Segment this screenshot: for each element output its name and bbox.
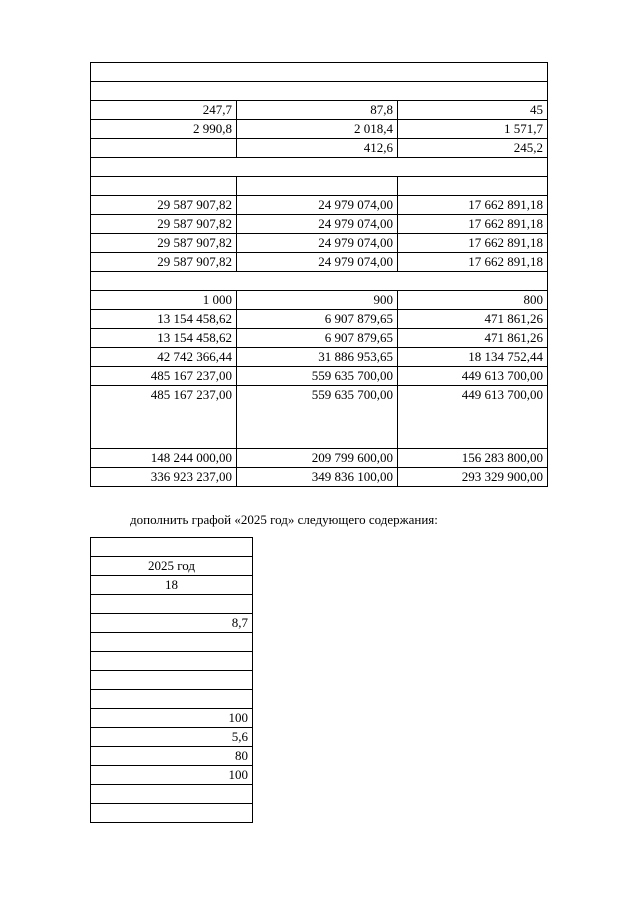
table-row [91, 139, 548, 158]
table-row [91, 329, 548, 348]
indicators-table [90, 62, 548, 487]
table-cell: 24 979 074,00 [237, 215, 398, 234]
table-cell: 5,6 [91, 728, 253, 747]
table-cell: 6 907 879,65 [237, 310, 398, 329]
table-cell: 336 923 237,00 [91, 468, 237, 487]
table-cell: 148 244 000,00 [91, 449, 237, 468]
table-row [91, 177, 548, 196]
table-row [91, 690, 253, 709]
table-cell: 245,2 [398, 139, 548, 158]
table-row [91, 804, 253, 823]
table-cell: 45 [398, 101, 548, 120]
table-cell: 349 836 100,00 [237, 468, 398, 487]
table-cell [237, 177, 398, 196]
table-cell: 412,6 [237, 139, 398, 158]
table-row [91, 468, 548, 487]
table-cell: 29 587 907,82 [91, 234, 237, 253]
table-cell: 156 283 800,00 [398, 449, 548, 468]
table-cell: 485 167 237,00 [91, 386, 237, 449]
table-cell: 449 613 700,00 [398, 367, 548, 386]
table-cell [91, 595, 253, 614]
table-cell: 13 154 458,62 [91, 329, 237, 348]
table-row [91, 158, 548, 177]
table-row [91, 785, 253, 804]
table-row [91, 633, 253, 652]
table-cell: 80 [91, 747, 253, 766]
table-row [91, 63, 548, 82]
amendment-note: дополнить графой «2025 год» следующего содержания: [130, 512, 438, 527]
table-cell: 17 662 891,18 [398, 234, 548, 253]
table-cell: 1 571,7 [398, 120, 548, 139]
table-cell: 17 662 891,18 [398, 196, 548, 215]
table-row [91, 766, 253, 785]
table-cell [398, 177, 548, 196]
table-cell: 471 861,26 [398, 329, 548, 348]
table-cell [91, 633, 253, 652]
table-cell: 100 [91, 709, 253, 728]
table-cell [91, 63, 548, 82]
table-cell: 209 799 600,00 [237, 449, 398, 468]
table-row [91, 652, 253, 671]
table-cell: 31 886 953,65 [237, 348, 398, 367]
table-row [91, 215, 548, 234]
table-cell: 485 167 237,00 [91, 367, 237, 386]
table-row [91, 538, 253, 557]
table-cell [91, 158, 548, 177]
table-cell: 29 587 907,82 [91, 253, 237, 272]
table-cell: 42 742 366,44 [91, 348, 237, 367]
table-row [91, 348, 548, 367]
table-cell [91, 652, 253, 671]
table-row [91, 82, 548, 101]
table-cell: 87,8 [237, 101, 398, 120]
table-cell [91, 804, 253, 823]
table-row [91, 557, 253, 576]
table-cell: 17 662 891,18 [398, 215, 548, 234]
table-cell: 2025 год [91, 557, 253, 576]
table-row [91, 253, 548, 272]
table-cell: 24 979 074,00 [237, 196, 398, 215]
table-row [91, 291, 548, 310]
table-cell [91, 139, 237, 158]
table-row [91, 449, 548, 468]
table-cell: 100 [91, 766, 253, 785]
table-row [91, 728, 253, 747]
table-cell: 29 587 907,82 [91, 215, 237, 234]
table-row [91, 120, 548, 139]
table-cell: 24 979 074,00 [237, 234, 398, 253]
table-cell [91, 272, 548, 291]
table-cell: 2 018,4 [237, 120, 398, 139]
table-row [91, 234, 548, 253]
table-cell: 293 329 900,00 [398, 468, 548, 487]
table-cell: 18 134 752,44 [398, 348, 548, 367]
table-row [91, 614, 253, 633]
table-cell: 559 635 700,00 [237, 386, 398, 449]
table-row [91, 310, 548, 329]
table-row [91, 671, 253, 690]
table-cell [91, 671, 253, 690]
year-2025-column-table [90, 537, 253, 823]
table-cell: 471 861,26 [398, 310, 548, 329]
table-cell: 800 [398, 291, 548, 310]
table-cell: 247,7 [91, 101, 237, 120]
table-cell: 13 154 458,62 [91, 310, 237, 329]
table-cell [91, 690, 253, 709]
table-cell: 18 [91, 576, 253, 595]
table-cell: 559 635 700,00 [237, 367, 398, 386]
table-row [91, 272, 548, 291]
table-cell: 449 613 700,00 [398, 386, 548, 449]
table-cell: 8,7 [91, 614, 253, 633]
table-row [91, 709, 253, 728]
table-cell: 29 587 907,82 [91, 196, 237, 215]
table-cell: 1 000 [91, 291, 237, 310]
table-row [91, 101, 548, 120]
table-cell: 2 990,8 [91, 120, 237, 139]
indicators-table-body [91, 63, 548, 487]
table-cell: 17 662 891,18 [398, 253, 548, 272]
table-cell [91, 82, 548, 101]
year-2025-column-body [91, 538, 253, 823]
table-row [91, 386, 548, 449]
table-row [91, 196, 548, 215]
table-row [91, 576, 253, 595]
table-cell: 900 [237, 291, 398, 310]
table-row [91, 595, 253, 614]
table-cell: 6 907 879,65 [237, 329, 398, 348]
table-cell [91, 538, 253, 557]
table-cell [91, 785, 253, 804]
table-cell [91, 177, 237, 196]
table-row [91, 367, 548, 386]
table-row [91, 747, 253, 766]
table-cell: 24 979 074,00 [237, 253, 398, 272]
